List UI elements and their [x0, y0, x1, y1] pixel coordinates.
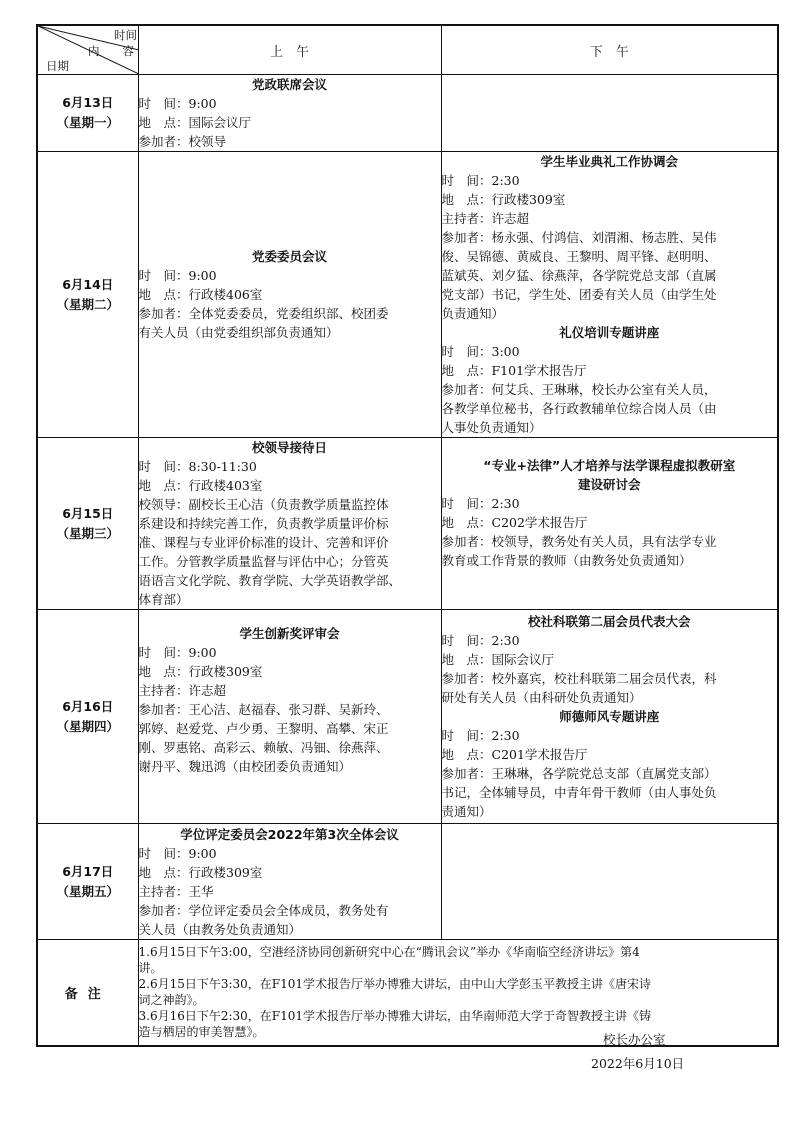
date-cell — [37, 75, 138, 152]
event-attendees-cont: 党支部）书记，学生处、团委有关人员（由学生处 — [441, 287, 717, 302]
event-attendees-cont: 各教学单位秘书，各行政教辅单位综合岗人员（由 — [441, 401, 717, 416]
note-line: 讲。 — [138, 961, 163, 976]
event-title: 师德师风专题讲座 — [559, 709, 660, 724]
note-line: 3.6月16日下午2:30，在F101学术报告厅举办博雅大讲坛，由华南师范大学于奇智教授主讲《铸 — [138, 1009, 652, 1024]
corner-content-label: 内 容 — [88, 44, 134, 58]
pm-cell — [441, 152, 778, 438]
weekday-text: （星期五） — [56, 883, 119, 899]
date-cell — [37, 824, 138, 940]
event-time: 时 间：2:30 — [441, 173, 520, 188]
day-row-0617 — [37, 824, 778, 940]
event-attendees-cont: 人事处负责通知） — [441, 420, 542, 435]
event-title: 校领导接待日 — [251, 440, 327, 455]
event-attendees: 参加者：何艾兵、王琳琳，校长办公室有关人员， — [441, 382, 717, 397]
weekday-text: （星期二） — [56, 296, 119, 312]
signature-org: 校长办公室 — [603, 1032, 666, 1047]
pm-cell-empty — [441, 824, 778, 940]
day-row-0616 — [37, 610, 778, 824]
date-text: 6月15日 — [62, 505, 114, 521]
am-cell — [138, 824, 441, 940]
event-attendees-cont: 有关人员（由党委组织部负责通知） — [138, 325, 339, 340]
event-time: 时 间：9:00 — [138, 645, 217, 660]
event-title: 党委委员会议 — [251, 249, 327, 264]
note-line: 造与栖居的审美智慧》。 — [138, 1025, 265, 1040]
schedule-table — [36, 24, 779, 1047]
event-attendees: 参加者：校外嘉宾，校社科联第二届会员代表，科 — [441, 671, 717, 686]
event-leader-cont: 体育部） — [138, 592, 189, 607]
day-row-0615 — [37, 438, 778, 610]
weekday-text: （星期一） — [56, 115, 119, 130]
pm-column-header: 下 午 — [441, 25, 778, 75]
weekday-text: （星期四） — [56, 718, 119, 734]
signature-date: 2022年6月10日 — [591, 1056, 685, 1071]
header-row — [37, 25, 778, 75]
event-title: 校社科联第二届会员代表大会 — [527, 614, 691, 629]
event-time: 时 间：9:00 — [138, 96, 217, 111]
date-cell — [37, 438, 138, 610]
event-title: 学生创新奖评审会 — [239, 626, 340, 641]
am-cell — [138, 438, 441, 610]
event-attendees: 参加者：全体党委委员，党委组织部、校团委 — [138, 306, 389, 321]
event-time: 时 间：8:30-11:30 — [138, 459, 257, 474]
note-line: 1.6月15日下午3:00，空港经济协同创新研究中心在“腾讯会议”举办《华南临空经济讲坛》第4 — [138, 945, 640, 960]
event-attendees-cont: 教育或工作背景的教师（由教务处负责通知） — [441, 553, 692, 568]
notes-cell — [138, 940, 778, 1046]
event-attendees: 参加者：校领导 — [138, 134, 227, 149]
am-cell — [138, 610, 441, 824]
event-attendees-cont: 谢丹平、魏迅鸿（由校团委负责通知） — [138, 759, 352, 774]
corner-time-label: 时间 — [114, 28, 137, 42]
event-location: 地 点：行政楼309室 — [138, 664, 263, 679]
event-host: 主持者：许志超 — [441, 211, 530, 226]
corner-header — [37, 25, 138, 75]
am-cell — [138, 152, 441, 438]
note-line: 2.6月15日下午3:30，在F101学术报告厅举办博雅大讲坛，由中山大学彭玉平教授主讲《唐宋诗 — [138, 977, 652, 992]
event-leader-cont: 语语言文化学院、教育学院、大学英语教学部、 — [138, 573, 402, 588]
event-time: 时 间：3:00 — [441, 344, 520, 359]
event-title: 学生毕业典礼工作协调会 — [540, 154, 678, 169]
event-leader-cont: 准、课程与专业评价标准的设计、完善和评价 — [138, 535, 389, 550]
event-attendees-cont: 书记，全体辅导员，中青年骨干教师（由人事处负 — [441, 785, 717, 800]
event-attendees-cont: 郭婷、赵爱党、卢少勇、王黎明、高攀、宋正 — [138, 721, 389, 736]
event-attendees-cont: 责通知） — [441, 804, 492, 819]
event-leader-cont: 系建设和持续完善工作，负责教学质量评价标 — [138, 516, 389, 531]
event-attendees: 参加者：学位评定委员会全体成员，教务处有 — [138, 902, 389, 918]
am-cell — [138, 75, 441, 152]
event-attendees-cont: 研处有关人员（由科研处负责通知） — [441, 690, 642, 705]
event-host: 主持者：王华 — [138, 883, 214, 899]
event-title: 学位评定委员会2022年第3次全体会议 — [180, 826, 399, 842]
event-host: 主持者：许志超 — [138, 683, 227, 698]
date-cell — [37, 152, 138, 438]
am-column-header: 上 午 — [138, 25, 441, 75]
event-location: 地 点：行政楼309室 — [441, 192, 566, 207]
event-time: 时 间：9:00 — [138, 845, 217, 861]
event-attendees-cont: 俊、吴锦德、黄威良、王黎明、周平锋、赵明明、 — [441, 249, 717, 264]
day-row-0613 — [37, 75, 778, 152]
date-text: 6月17日 — [62, 863, 114, 879]
event-time: 时 间：9:00 — [138, 268, 217, 283]
date-text: 6月14日 — [62, 276, 114, 292]
event-leader: 校领导：副校长王心洁（负责教学质量监控体 — [138, 497, 389, 512]
event-location: 地 点：C201学术报告厅 — [441, 747, 588, 762]
event-leader-cont: 工作。分管教学质量监督与评估中心；分管英 — [138, 554, 389, 569]
day-row-0614 — [37, 152, 778, 438]
notes-row — [37, 940, 778, 1046]
event-location: 地 点：行政楼309室 — [138, 864, 263, 880]
event-location: 地 点：F101学术报告厅 — [441, 363, 587, 378]
event-title: “专业+法律”人才培养与法学课程虚拟教研室 — [483, 458, 736, 473]
event-attendees: 参加者：王琳琳，各学院党总支部（直属党支部） — [441, 766, 717, 781]
event-attendees: 参加者：杨永强、付鸿信、刘渭湘、杨志胜、吴伟 — [441, 230, 717, 245]
event-location: 地 点：国际会议厅 — [441, 652, 555, 667]
event-time: 时 间：2:30 — [441, 633, 520, 648]
event-attendees: 参加者：校领导，教务处有关人员，具有法学专业 — [441, 534, 717, 549]
pm-cell-empty — [441, 75, 778, 152]
event-time: 时 间：2:30 — [441, 496, 520, 511]
event-title-cont: 建设研讨会 — [577, 477, 641, 492]
event-attendees-cont: 蓝斌英、刘夕猛、徐燕萍，各学院党总支部（直属 — [441, 268, 717, 283]
event-title: 党政联席会议 — [251, 77, 327, 92]
event-location: 地 点：国际会议厅 — [138, 115, 252, 130]
note-line: 词之神韵》。 — [138, 993, 205, 1008]
event-attendees-cont: 刚、罗惠铭、高彩云、赖敏、冯钿、徐燕萍、 — [138, 740, 389, 755]
event-location: 地 点：行政楼403室 — [138, 478, 263, 493]
event-title: 礼仪培训专题讲座 — [559, 325, 660, 340]
pm-cell — [441, 610, 778, 824]
weekday-text: （星期三） — [56, 525, 119, 541]
event-attendees: 参加者：王心洁、赵福春、张习群、吴新玲、 — [138, 702, 389, 717]
date-text: 6月13日 — [62, 95, 114, 110]
pm-cell — [441, 438, 778, 610]
event-location: 地 点：行政楼406室 — [138, 287, 263, 302]
date-text: 6月16日 — [62, 698, 114, 714]
event-attendees-cont: 负责通知） — [441, 306, 505, 321]
date-cell — [37, 610, 138, 824]
corner-date-label: 日期 — [46, 59, 69, 73]
event-location: 地 点：C202学术报告厅 — [441, 515, 588, 530]
event-time: 时 间：2:30 — [441, 728, 520, 743]
event-attendees-cont: 关人员（由教务处负责通知） — [138, 921, 302, 937]
notes-label: 备注 — [37, 940, 138, 1046]
